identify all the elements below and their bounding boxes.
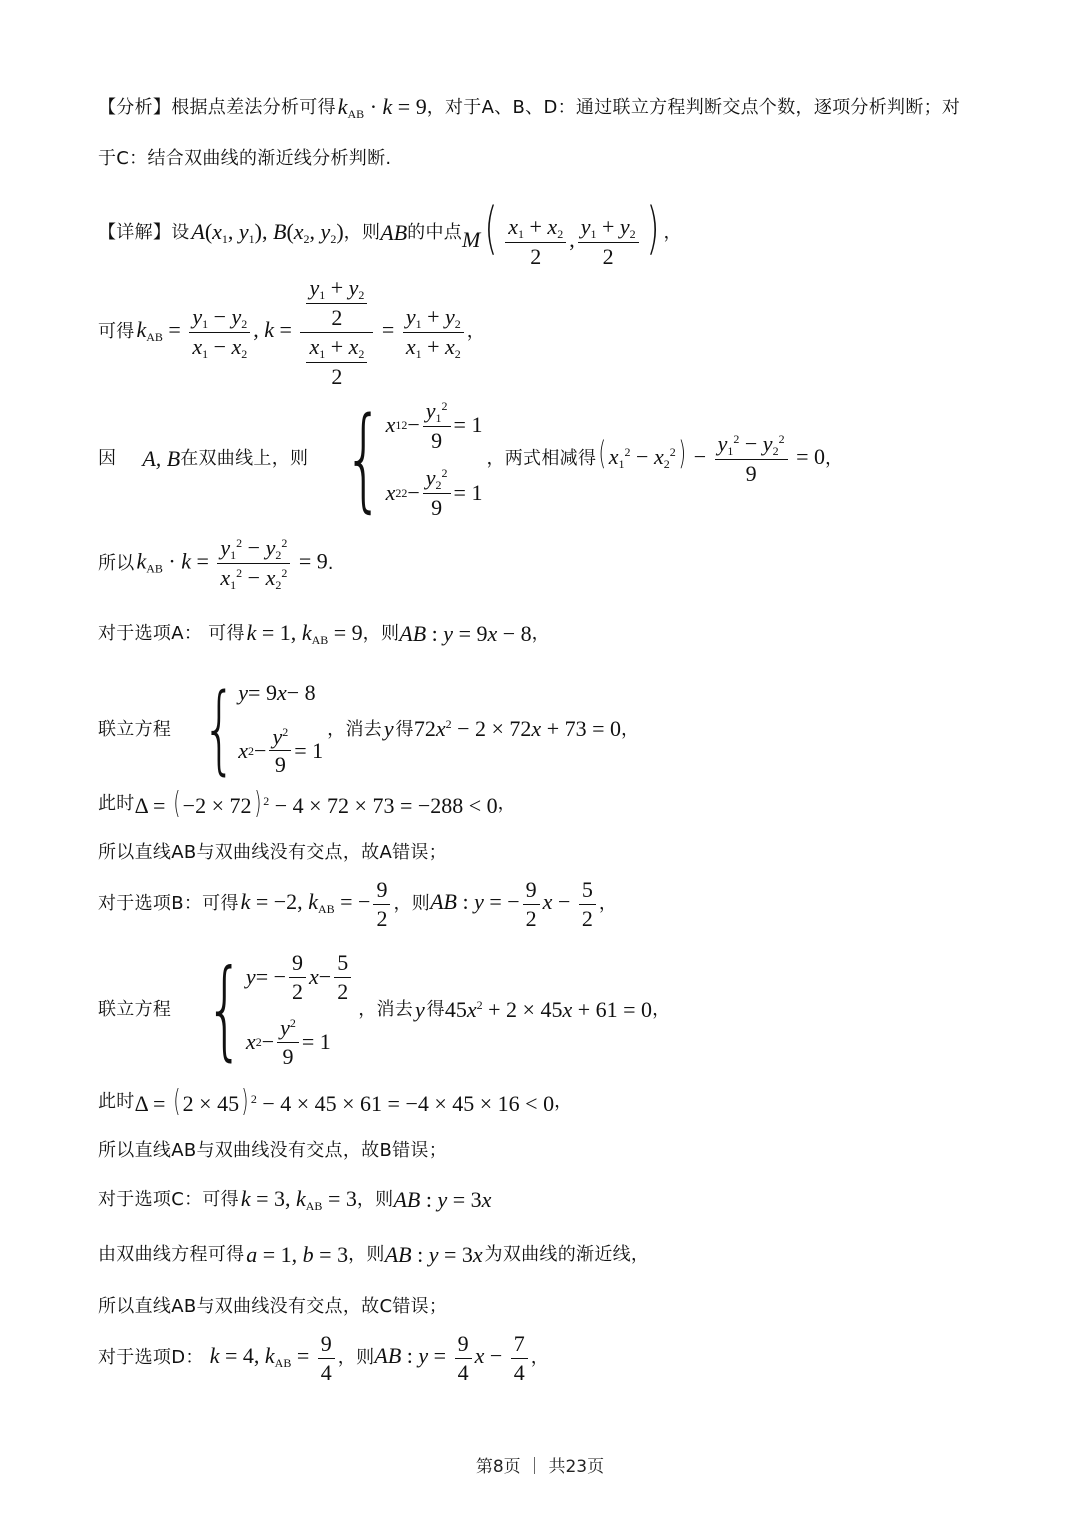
math-system-b: { y = − $\frac{9}{2}$ x − $\frac{5}{2}$ x 2 − $\frac{y^2}{9}$ = 1 bbox=[175, 945, 354, 1075]
slope-line: 可得 $k_{AB}$ = $\frac{y_1 - y_2}{x_1 - x_2}$ , k = $\frac{\frac{y_1 + y_2}{2}}{\frac{x_1 + x_2}{2}}$ = $\frac{y_1 + y_2}{x_1 + x_2}$ ， bbox=[98, 275, 486, 389]
analysis-line-2: 于C：结合双曲线的渐近线分析判断. bbox=[98, 148, 392, 169]
detail-line: 【详解】 设 $A(x_1$, $y_1$), $B(x_2$, $y_2$) ，则 AB 的中点 M( $\frac{x_1 + x_2}{2}$ , $\frac{y_1 + y_2}{2}$ ) ， bbox=[98, 196, 682, 270]
math-midpoint-M: M( $\frac{x_1 + x_2}{2}$ , $\frac{y_1 + y_2}{2}$ ) bbox=[462, 196, 660, 270]
option-a-line: 对于选项A： 可得 k = 1, $k_{AB} = 9$ ，则 AB : y = 9x − 8 ， bbox=[98, 620, 550, 647]
delta-b-line: 此时 Δ = ( 2 × 45) $^2$ − 4 × 45 × 61 = −4 × 45 × 16 < 0 ， bbox=[98, 1084, 573, 1119]
system-b-line: 联立方程 { y = − $\frac{9}{2}$ x − $\frac{5}{2}$ x 2 − $\frac{y^2}{9}$ = 1 ，消去 y 得 $45x^2 + 2 \times 45x + 61 = 0$ ， bbox=[98, 945, 670, 1075]
delta-a-line: 此时 Δ = ( −2 × 72) $^2$ − 4 × 72 × 73 = −288 < 0 ， bbox=[98, 786, 516, 821]
math-kAB-times-k: $k_{AB} \cdot k = 9$ bbox=[337, 94, 427, 121]
math-points-A-B: $A(x_1$, $y_1$), $B(x_2$, $y_2$) bbox=[191, 219, 344, 247]
option-d-line: 对于选项D： k = 4, $k_{AB}$ = $\frac{9}{4}$ ，则 AB : y = $\frac{9}{4}$ x − $\frac{7}{4}$ ， bbox=[98, 1331, 550, 1385]
result-line: 所以 $k_{AB} \cdot k$ = $\frac{y_1^2 - y_2^2}{x_1^2 - x_2^2}$ = 9 . bbox=[98, 535, 334, 592]
analysis-tag: 【分析】 bbox=[98, 96, 172, 118]
math-subtraction: ( $x_1^2 - x_2^2$) − $\frac{y_1^2 - y_2^2}{9}$ = 0 bbox=[598, 431, 825, 487]
conclusion-c-line: 所以直线AB与双曲线没有交点，故C错误； bbox=[98, 1296, 448, 1317]
system-a-line: 联立方程 { y = 9 x − 8 x 2 − $\frac{y^2}{9}$ = 1 ，消去 y 得 $72x^2 - 2 \times 72x + 73 = 0$ ， bbox=[98, 672, 639, 787]
conclusion-a-line: 所以直线AB与双曲线没有交点，故A错误； bbox=[98, 842, 447, 863]
math-product: $k_{AB} \cdot k$ = $\frac{y_1^2 - y_2^2}{x_1^2 - x_2^2}$ = 9 bbox=[136, 535, 328, 592]
analysis-line: 【分析】 根据点差法分析可得 $k_{AB} \cdot k = 9$ ，对于A、B、D：通过联立方程判断交点个数，逐项分析判断；对 bbox=[98, 94, 961, 121]
option-c-line: 对于选项C：可得 k = 3, $k_{AB} = 3$ ，则 AB : y = 3x bbox=[98, 1186, 492, 1213]
conclusion-b-line: 所以直线AB与双曲线没有交点，故B错误； bbox=[98, 1140, 448, 1161]
option-b-line: 对于选项B：可得 k = −2, $k_{AB}$ = − $\frac{9}{2}$ ，则 AB : y = − $\frac{9}{2}$ x − $\frac{5}{2}$ ， bbox=[98, 877, 618, 931]
math-system-a: { y = 9 x − 8 x 2 − $\frac{y^2}{9}$ = 1 bbox=[202, 673, 324, 785]
hyperbola-line: 因 A, B 在双曲线上，则 { x 1 2 − $\frac{y_1^2}{9}$ = 1 x 2 2 − $\frac{y_2^2}{9}$ = 1 ，两式相减得 ( $x_1^2 - x_2^2$) − $\frac{y_1^2 - y_2^2}{9}$ = 0 ， bbox=[98, 392, 843, 526]
page-number: 第8页 ｜ 共23页 bbox=[475, 1457, 605, 1477]
detail-tag: 【详解】 bbox=[98, 222, 172, 244]
math-system-hyperbola: { x 1 2 − $\frac{y_1^2}{9}$ = 1 x 2 2 − $\frac{y_2^2}{9}$ = 1 bbox=[344, 394, 483, 524]
math-slopes: $k_{AB}$ = $\frac{y_1 - y_2}{x_1 - x_2}$ , k = $\frac{\frac{y_1 + y_2}{2}}{\frac{x_1 + x_2}{2}}$ = $\frac{y_1 + y_2}{x_1 + x_2}$ bbox=[135, 274, 467, 390]
asymptote-line: 由双曲线方程可得 a = 1, b = 3 ，则 AB : y = 3x 为双曲线的渐近线， bbox=[98, 1242, 650, 1267]
